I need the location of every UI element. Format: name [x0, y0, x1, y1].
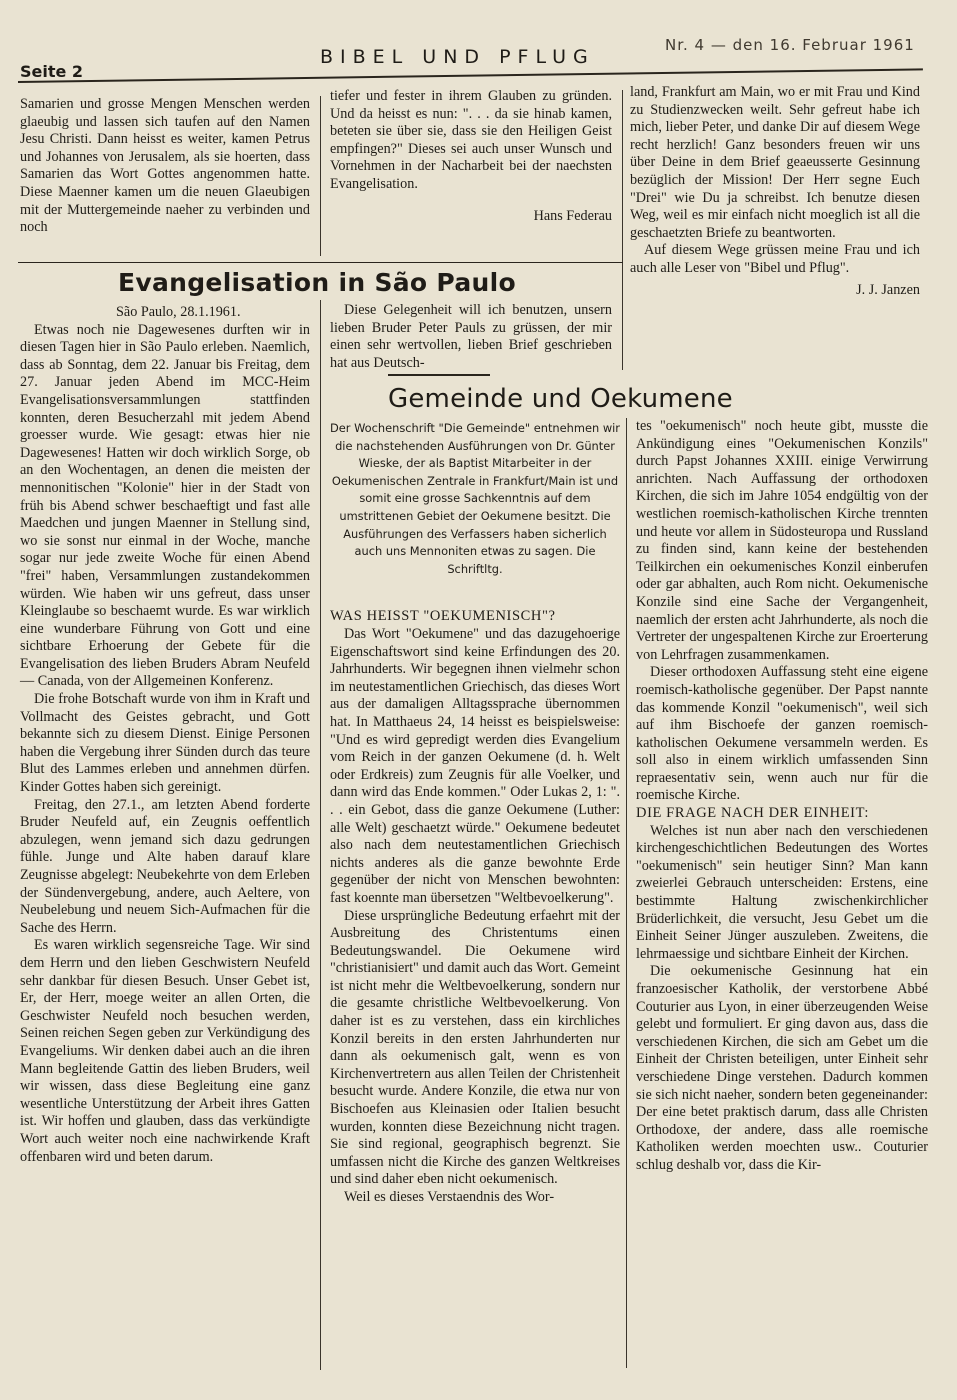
page-number: Seite 2 — [20, 62, 84, 81]
author-signature: Hans Federau — [533, 207, 612, 224]
paragraph: Auf diesem Wege grüssen meine Frau und ich auch alle Leser von "Bibel und Pflug". — [630, 242, 920, 276]
letter-right — [630, 84, 920, 299]
newspaper-title: BIBEL UND PFLUG — [320, 46, 595, 68]
sao-paulo-article-continued — [330, 302, 612, 372]
sao-paulo-article — [20, 304, 310, 1166]
header-rule — [18, 68, 923, 83]
paragraph: tiefer und fester in ihrem Glauben zu gründen. Und da heisst es nun: ". . . da sie hinab kamen, beteten sie über sie, dass sie den Heiligen Geist empfingen?" Dieses sei auch unser Wunsch und Vornehmen in der Nacharbeit bei der naechsten Evangelisation. — [330, 88, 612, 192]
column-divider — [320, 96, 321, 256]
section-subhead: WAS HEISST "OEKUMENISCH"? — [330, 608, 556, 624]
section-subhead: DIE FRAGE NACH DER EINHEIT: — [636, 805, 869, 822]
continued-article-left — [20, 96, 310, 237]
section-rule — [388, 374, 490, 376]
oekumene-article-right — [636, 418, 928, 1175]
paragraph: Weil es dieses Verstaendnis des Wor- — [344, 1189, 555, 1205]
column-divider — [320, 300, 321, 1370]
paragraph: Die frohe Botschaft wurde von ihm in Kraft und Vollmacht des Geistes gebracht, und Gott bekannte sich zu diesem Dienst. Einige Personen haben die Vergebung ihrer Sünden durch das teure Blut des Lammes erleben und annehmen dürfen. Kinder Gottes haben sich gereinigt. — [20, 691, 310, 796]
continued-article-middle — [330, 88, 612, 225]
paragraph: Dieser orthodoxen Auffassung steht eine eigene roemisch-katholische gegenüber. Der Papst nannte das kommende Konzil "oekumenisch", weil sich auf ihm Bischoefe der ganzen roemisch-katholischen Oekumene versammeln werden. Es soll also in einem wirklich umfassenden Sinn repraesentativ sein, wenn auch nur für die roemische Kirche. — [636, 664, 928, 804]
paragraph: Etwas noch nie Dagewesenes durften wir in diesen Tagen hier in São Paulo erleben. Naemlich, dass ab Sonntag, dem 22. Januar bis Freitag, dem 27. Januar jeden Abend im MCC-Heim Evangelisationsversammlungen stattfinden konnten, deren Besucherzahl mit jedem Abend groesser wurde. Wie gesagt: etwas hier nie Dagewesenes! Hatten wir doch wirklich Sorge, ob an den Wochentagen, an denen die meisten der mennonitischen "Kolonie" hier in der Stadt von früh bis Abend schwer beschaeftigt und fast alle Maedchen und jungen Maenner in Stellung sind, wo sie sonst nur einmal in der Woche, manche sogar nur jede zweite Woche für einen Abend "frei" haben, Versammlungen zustandekommen würden. Wie haben wir uns gefreut, dass unser Kleinglaube so beschaemt wurde. Es war wirklich eine wunderbare Führung von Gott und eine sichtbare Erhoerung der Gebete für die Evangelisation des lieben Bruders Abram Neufeld — Canada, von der Allgemeinen Konferenz. — [20, 321, 310, 690]
article-headline: Evangelisation in São Paulo — [118, 268, 516, 297]
editorial-intro: Der Wochenschrift "Die Gemeinde" entnehmen wir die nachstehenden Ausführungen von Dr. Günter Wieske, der als Baptist Mitarbeiter in der Oekumenischen Zentrale in Frankfurt/Main ist und somit eine grosse Sachkenntnis auf dem umstrittenen Gebiet der Oekumene besitzt. Die Ausführungen des Verfassers haben sicherlich auch uns Mennoniten etwas zu sagen. Die Schriftltg. — [330, 421, 620, 576]
author-signature: J. J. Janzen — [856, 281, 920, 298]
paragraph: Samarien und grosse Mengen Menschen werden glaeubig und lassen sich taufen auf den Namen Jesu Christi. Dann heisst es weiter, kamen Petrus und Johannes von Jerusalem, als sie hoerten, dass Samarien das Wort Gottes angenommen hatte. Diese Maenner kamen um die neuen Glaeubigen mit der Muttergemeinde naeher zu verbinden und noch — [20, 96, 310, 236]
paragraph: Das Wort "Oekumene" und das dazugehoerige Eigenschaftswort sind keine Erfindungen des 20. Jahrhunderts. Wir begegnen ihnen vielmehr schon im neutestamentlichen Griechisch, das dieses Wort aus der damaligen Alltagssprache übernommen hat. In Matthaeus 24, 14 heisst es beispielsweise: "Und es wird gepredigt werden dies Evangelium vom Reich in der ganzen Oekumene (d. h. Welt oder Erdkreis) zum Zeugnis für alle Voelker, und dann wird das Ende kommen." Oder Lukas 2, 1: ". . . ein Gebot, dass die ganze Oekumene (Luther: alle Welt) geschaetzt würde." Oekumene bedeutet also nach dem neutestamentlichen Griechisch nichts anderes als die ganze bewohnte Erde gegenüber der nicht von Menschen bewohnten: fast koennte man übersetzen "Weltbevoelkerung". — [330, 626, 620, 906]
paragraph: tes "oekumenisch" noch heute gibt, musste die Ankündigung eines "Oekumenischen Konzils" durch Papst Johannes XXIII. einige Verwirrung anrichten. Nach Auffassung der orthodoxen Kirchen, die sich im Jahre 1054 endgültig von der westlichen roemisch-katholischen Kirche trennten und heute vor allem in Südosteuropa und Russland zu finden sind, kann keine der bestehenden Teilkirchen ein oekumenisches Konzil einberufen oder gar abhalten, auch Rom nicht. Oekumenische Konzile sind eine Sache der Vergangenheit, naemlich der ersten acht Jahrhunderte, als noch die Vertreter der ungespaltenen Kirche zur Eroerterung von Lehrfragen zusammenkamen. — [636, 418, 928, 663]
paragraph: land, Frankfurt am Main, wo er mit Frau und Kind zu Studienzwecken weilt. Sehr gefreut habe ich mich, lieber Peter, und danke Dir auf diesem Wege recht herzlich! Ganz besonders freuen wir uns über Deine in dem Brief geaeusserte Gesinnung bezüglich der Mission! Der Herr segne Euch "Drei" wie Du ja schreibst. Ich benutze diesen Weg, weil es mir einfach nicht moeglich ist all die geschaetzten Briefe zu beantworten. — [630, 84, 920, 241]
paragraph: Diese ursprüngliche Bedeutung erfaehrt mit der Ausbreitung des Christentums einen Bedeutungswandel. Die Oekumene wird "christianisiert" und damit auch das Wort. Gemeint ist nicht mehr die Weltbevoelkerung, sondern nur die gesamte christliche Weltbevoelkerung. Von daher ist es zu verstehen, dass ein kirchliches Konzil bereits in den ersten Jahrhunderten nur dann als oekumenisch galt, wenn es von Kirchenvertretern aus allen Teilen der Christenheit besucht wurde. Andere Konzile, die etwa nur von Bischoefen aus Kleinasien oder Italien besucht wurden, konnten diese Bezeichnung nicht tragen. Sie sind regional, geographisch begrenzt. Sie umfassen nicht die Kirche des ganzen Weltkreises und sind daher eben nicht oekumenisch. — [330, 907, 620, 1188]
dateline: São Paulo, 28.1.1961. — [116, 304, 241, 320]
paragraph: Es waren wirklich segensreiche Tage. Wir sind dem Herrn und den lieben Geschwistern Neufeld sehr dankbar für diesen Besuch. Unser Gebet ist, Er, der Herr, moege weiter an allen Orten, die Geschwister Neufeld noch besuchen werden, Seinen reichen Segen geben zur Verkündigung des Evangeliums. Wir denken dabei auch an die ihren Mann begleitende Gattin des lieben Bruders, weil wir wissen, dass diese Begleitung eine ganz wesentliche Unterstützung der Arbeit ihres Gatten ist. Wir hoffen und glauben, dass das verkündigte Wort auch weiter noch eine nachwirkende Kraft offenbaren wird und beten darum. — [20, 937, 310, 1165]
oekumene-article-middle — [330, 626, 620, 1207]
paragraph: Diese Gelegenheit will ich benutzen, unsern lieben Bruder Peter Pauls zu grüssen, der mir einen sehr wertvollen, lieben Brief geschrieben hat aus Deutsch- — [330, 302, 612, 371]
issue-date: Nr. 4 — den 16. Februar 1961 — [665, 36, 915, 54]
column-divider — [622, 90, 623, 370]
paragraph: Welches ist nun aber nach den verschiedenen kirchengeschichtlichen Bedeutungen des Wortes "oekumenisch" sein heutiger Sinn? Man kann zweierlei Gebrauch unterscheiden: Erstens, eine bestimmte Haltung zwischenkirchlicher Brüderlichkeit, die versucht, Jesu Gebet um die Einheit Seiner Jünger auszuleben. Zweitens, die lehrmaessige und sichtbare Einheit der Kirchen. — [636, 822, 928, 962]
article-headline: Gemeinde und Oekumene — [388, 384, 733, 414]
section-rule — [18, 262, 623, 263]
column-divider — [626, 418, 627, 1368]
paragraph: Die oekumenische Gesinnung hat ein franzoesischer Katholik, der verstorbene Abbé Couturier aus Lyon, in einer überzeugenden Weise gelebt und formuliert. Er ging davon aus, dass die verschiedenen Kirchen, die sich am Gebet um die Einheit der Christen beteiligen, unter Einheit sehr verschiedene Dinge verstehen. Dadurch kommen sie sich nicht naeher, sondern beten gegeneinander: Der eine betet praktisch darum, dass alle Christen Orthodoxe, der andere, dass alle roemische Katholiken werden moechten usw.. Couturier schlug deshalb vor, dass die Kir- — [636, 963, 928, 1173]
paragraph: Freitag, den 27.1., am letzten Abend forderte Bruder Neufeld auf, ein Zeugnis oeffentlich abzulegen, wenn jemand sich dazu gedrungen fühle. Junge und Alte haben darauf klare Zeugnisse abgelegt: Neubekehrte von dem Erleben der Sündenvergebung, andere, auch Aeltere, von Neubelebung und neuem Sich-Aufmachen für die Sache des Herrn. — [20, 796, 310, 936]
